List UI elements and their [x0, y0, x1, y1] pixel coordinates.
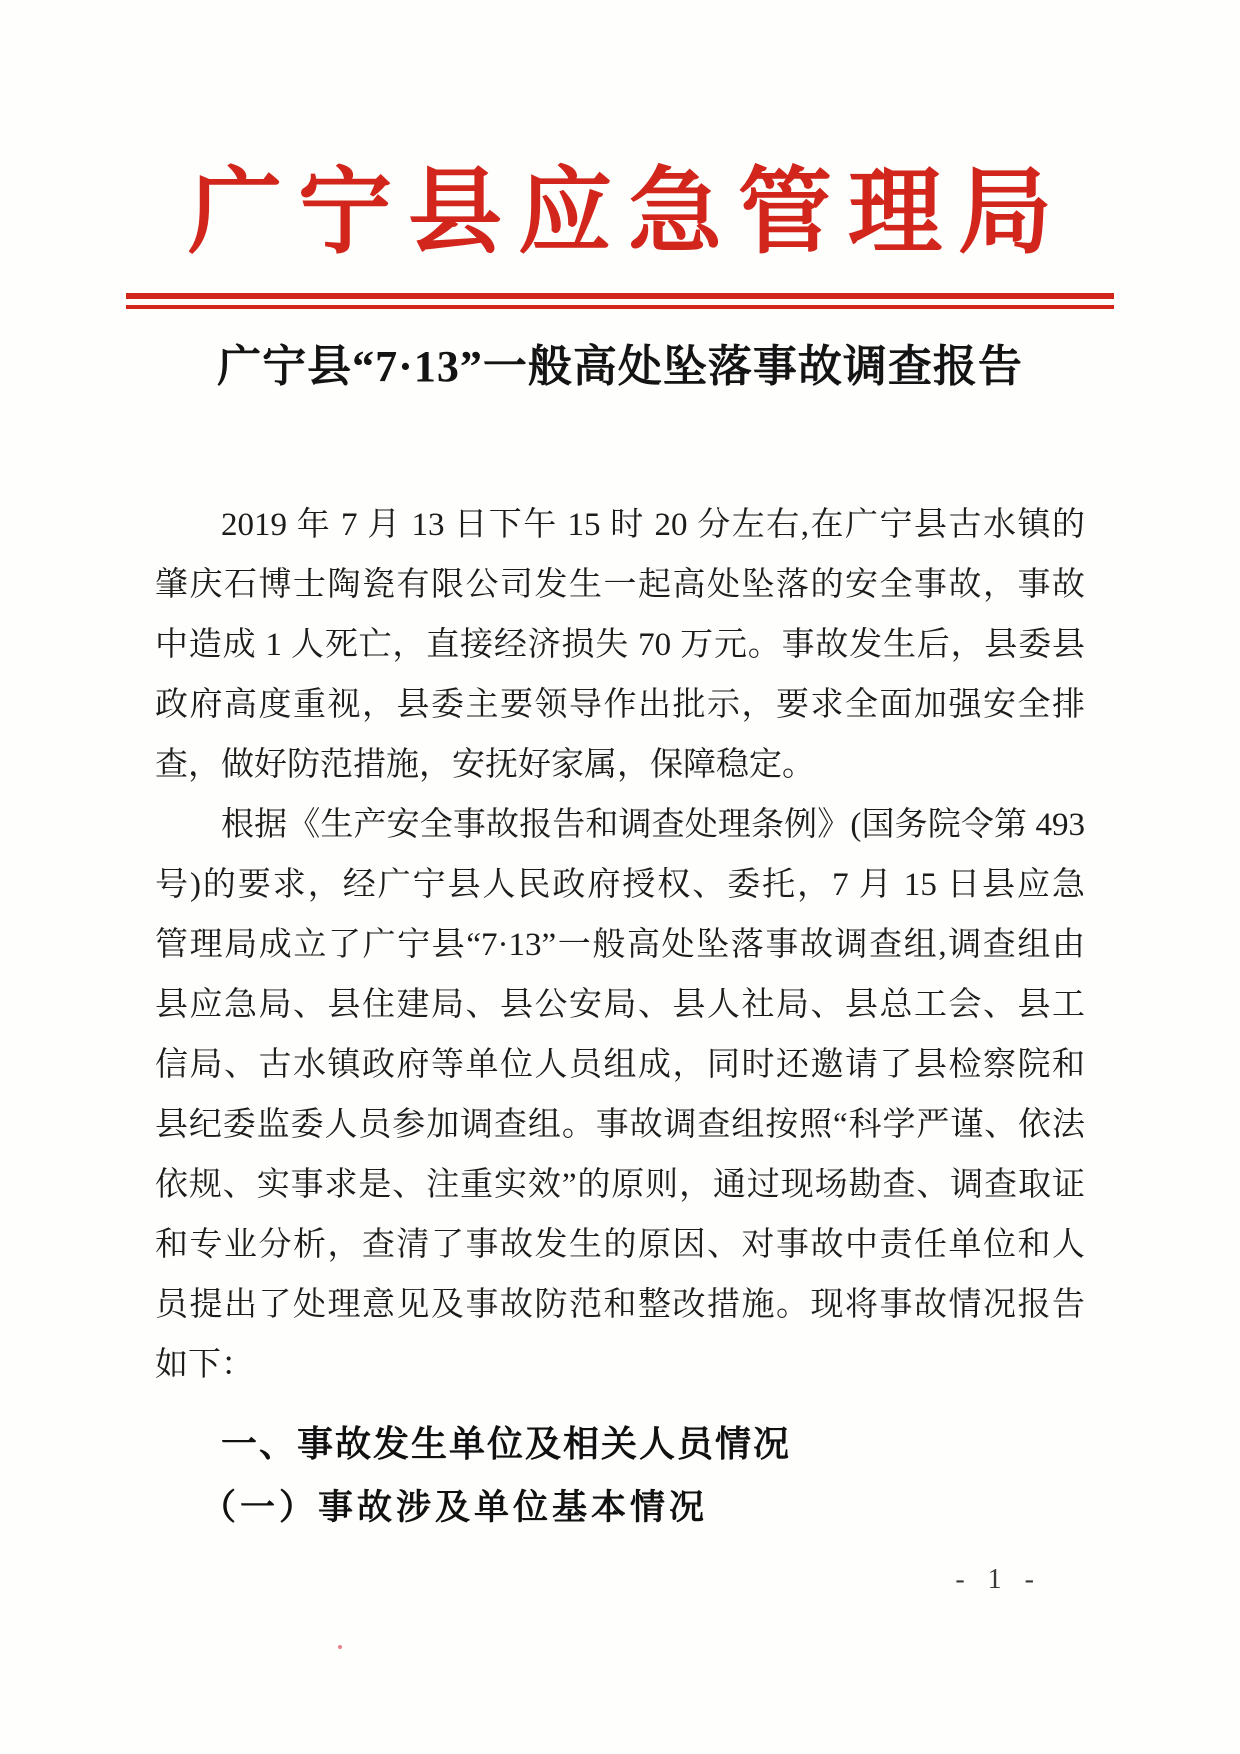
body-line: 查，做好防范措施，安抚好家属，保障稳定。 [155, 746, 815, 783]
body-line: 县纪委监委人员参加调查组。事故调查组按照“科学严谨、依法 [155, 1106, 1085, 1143]
body-line: 政府高度重视，县委主要领导作出批示，要求全面加强安全排 [155, 686, 1085, 723]
body-line: 中造成 1 人死亡，直接经济损失 70 万元。事故发生后，县委县 [155, 626, 1085, 663]
body-line: 信局、古水镇政府等单位人员组成，同时还邀请了县检察院和 [155, 1046, 1085, 1083]
section-heading-1-1: （一）事故涉及单位基本情况 [201, 1487, 709, 1527]
body-line: 号)的要求，经广宁县人民政府授权、委托，7 月 15 日县应急 [155, 866, 1085, 903]
divider-line-bottom [126, 305, 1114, 309]
body-line: 员提出了处理意见及事故防范和整改措施。现将事故情况报告 [155, 1286, 1085, 1323]
section-heading-1: 一、事故发生单位及相关人员情况 [221, 1422, 792, 1464]
body-line: 肇庆石博士陶瓷有限公司发生一起高处坠落的安全事故，事故 [155, 566, 1085, 603]
page-number: - 1 - [955, 1564, 1042, 1595]
body-line: 县应急局、县住建局、县公安局、县人社局、县总工会、县工 [155, 986, 1085, 1023]
document-title: 广宁县“7·13”一般高处坠落事故调查报告 [217, 341, 1023, 391]
body-line: 和专业分析，查清了事故发生的原因、对事故中责任单位和人 [155, 1226, 1085, 1263]
body-line: 根据《生产安全事故报告和调查处理条例》(国务院令第 493 [221, 806, 1085, 843]
body-line: 管理局成立了广宁县“7·13”一般高处坠落事故调查组,调查组由 [155, 926, 1085, 963]
scan-speckle [338, 1645, 342, 1649]
body-line: 依规、实事求是、注重实效”的原则，通过现场勘查、调查取证 [155, 1166, 1085, 1203]
letterhead-divider [126, 293, 1114, 309]
report-body [155, 495, 1085, 1395]
letterhead-org-name: 广宁县应急管理局 [187, 161, 1068, 265]
body-line: 2019 年 7 月 13 日下午 15 时 20 分左右,在广宁县古水镇的 [221, 506, 1085, 543]
body-line: 如下： [155, 1346, 254, 1383]
